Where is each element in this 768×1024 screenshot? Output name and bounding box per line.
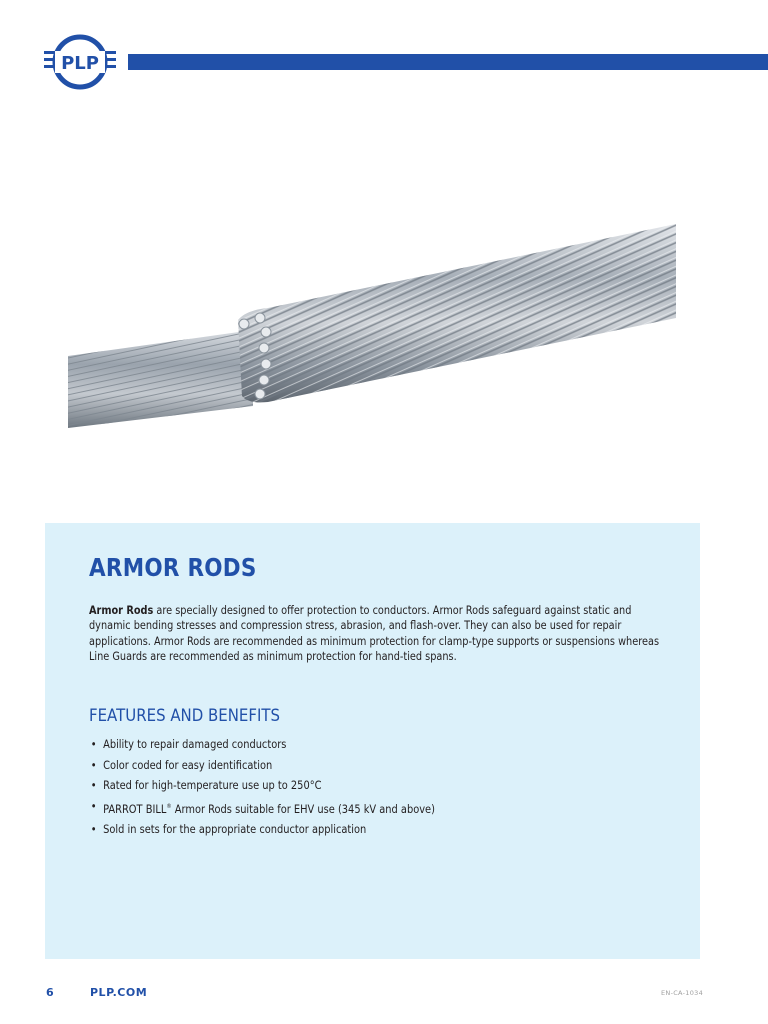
intro-paragraph [89,603,663,664]
list-item [89,797,435,821]
list-item: • Color coded for easy identification [89,756,435,777]
header-bar [128,54,768,70]
intro-text: are specially designed to offer protection to conductors. Armor Rods safeguard against static and dynamic bending stresses and compression stress, abrasion, and flash-over. They can also be used for repair applications. Armor Rods are recommended as minimum protection for clamp-type supports or suspensions whereas Line Guards are recommended as minimum protection for hand-tied spans. [89,604,660,663]
list-item: • Sold in sets for the appropriate conductor application [89,820,435,841]
features-title: FEATURES AND BENEFITS [89,706,281,726]
features-list [89,735,435,841]
document-code: EN-CA-1034 [661,989,704,997]
page-number: 6 [46,986,54,999]
intro-bold-term: Armor Rods [89,604,154,617]
list-item: • Rated for high-temperature use up to 250°C [89,776,435,797]
armor-rod-cable-image [68,220,676,432]
product-name: PARROT BILL [103,802,167,816]
list-item-text: Armor Rods suitable for EHV use (345 kV and above) [171,802,435,816]
website-link[interactable]: PLP.COM [90,986,148,999]
page-title: ARMOR RODS [89,553,257,582]
list-item: • Ability to repair damaged conductors [89,735,435,756]
plp-logo [42,34,118,90]
registered-mark: ® [166,802,172,810]
logo-text: PLP [61,53,99,74]
